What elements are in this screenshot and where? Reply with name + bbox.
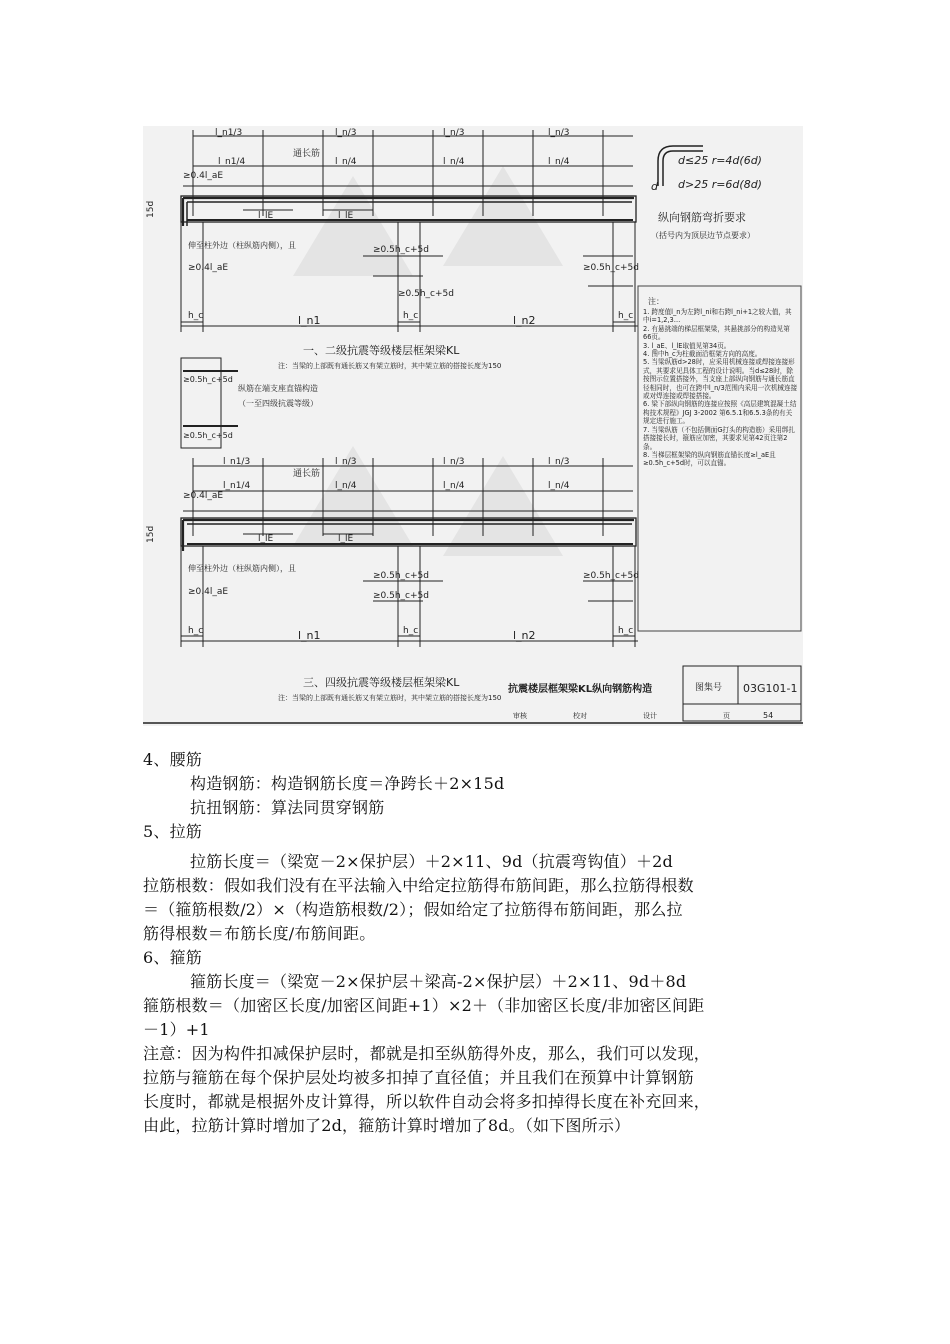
note-line3: 长度时，都就是根据外皮计算得，所以软件自动会将多扣掉得长度在补充回来， [143, 1092, 711, 1111]
label-lle-2: l_lE [338, 211, 354, 221]
sec6-title: 6、箍筋 [143, 948, 202, 967]
sec5-line3: ＝（箍筋根数/2）×（构造筋根数/2）；假如给定了拉筋得布筋间距，那么拉 [143, 900, 683, 919]
titleblock-row-2: 校对 [573, 712, 587, 720]
label-top2-2: l_n/4 [335, 157, 357, 167]
label-top2-4: l_n/4 [548, 157, 570, 167]
rebar-detail-drawing [143, 126, 803, 726]
label-hc-1: h_c [188, 311, 204, 321]
side-label-2: （一至四级抗震等级） [238, 399, 318, 408]
label-05hc5d-1: ≥0.5h_c+5d [373, 245, 429, 255]
bend-sub: （括号内为顶层边节点要求） [651, 231, 755, 240]
note-line4: 由此，拉筋计算时增加了2d，箍筋计算时增加了8d。（如下图所示） [143, 1116, 631, 1135]
note-item-7: 7. 当梁纵筋（不包括侧面G打头的构造筋）采用绑扎搭接接长时，箍筋应加密，其要求见第42页注第2条。 [643, 425, 795, 451]
label-lower-04lae-2: ≥0.4l_aE [188, 587, 229, 597]
label-lower-top2-3: l_n/4 [443, 481, 465, 491]
bend-title: 纵向钢筋弯折要求 [658, 211, 746, 224]
label-top-4: l_n/3 [548, 128, 570, 138]
label-lower-lle-2: l_lE [338, 534, 354, 544]
label-lower-top2-2: l_n/4 [335, 481, 357, 491]
bend-d2: d>25 r=6d(8d) [678, 178, 762, 191]
note-item-6: 6. 梁下部纵向钢筋的连接应按照《高层建筑混凝土结构技术规程》JGJ 3-2002 第6.5.1和6.5.3条的有关规定进行施工。 [643, 400, 797, 426]
titleblock-row-3: 设计 [643, 712, 657, 720]
label-ln2: l_n2 [513, 314, 536, 327]
sec5-line1: 拉筋长度＝（梁宽－2×保护层）＋2×11、9d（抗震弯钩值）＋2d [190, 852, 673, 871]
label-anchor-note: 伸至柱外边（柱纵筋内侧），且 [188, 241, 296, 250]
label-lower-top2-4: l_n/4 [548, 481, 570, 491]
sec5-line4: 筋得根数＝布筋长度/布筋间距。 [143, 924, 376, 943]
label-05hc5d-2: ≥0.5h_c+5d [398, 289, 454, 299]
sec6-line1: 箍筋长度＝（梁宽－2×保护层＋梁高-2×保护层）＋2×11、9d＋8d [190, 972, 687, 991]
label-lower-hc-2: h_c [403, 626, 419, 636]
titleblock-row-1: 审核 [513, 712, 527, 720]
note-item-2: 2. 有悬挑端的梯层框架梁，其悬挑部分的构造见第66页。 [643, 324, 790, 342]
label-top-1: l_n1/3 [215, 128, 243, 138]
notes-title: 注： [648, 297, 664, 306]
drawing-svg [143, 126, 803, 726]
label-ln1: l_n1 [298, 314, 321, 327]
label-lle-1: l_lE [258, 211, 274, 221]
side-05hc5d-1: ≥0.5h_c+5d [183, 375, 233, 384]
bend-d: d [651, 180, 658, 193]
titleblock-row-4: 页 [723, 712, 730, 720]
label-04lae-2: ≥0.4l_aE [188, 263, 229, 273]
side-label-1: 纵筋在端支座直锚构造 [238, 384, 318, 393]
sec4-line1: 构造钢筋：构造钢筋长度＝净跨长＋2×15d [190, 774, 505, 793]
label-lower-hc-3: h_c [618, 626, 634, 636]
label-lower-15d: 15d [146, 525, 156, 543]
label-lower-04lae: ≥0.4l_aE [183, 491, 224, 501]
titleblock-atlas: 03G101-1 [743, 682, 798, 695]
note-item-1: 1. 跨度值l_n为左跨l_ni和右跨l_ni+1之较大值，其中i=1,2,3… [643, 308, 792, 325]
note-lower: 注：当梁的上部既有通长筋又有架立筋时，其中架立筋的搭接长度为150 [278, 694, 502, 702]
sec5-line2: 拉筋根数：假如我们没有在平法输入中给定拉筋得布筋间距，那么拉筋得根数 [143, 876, 694, 895]
title-upper: 一、二级抗震等级楼层框架梁KL [303, 344, 460, 357]
label-lower-hc-1: h_c [188, 626, 204, 636]
titleblock-atlas-label: 图集号 [695, 683, 723, 693]
label-lower-05hc5d-2: ≥0.5h_c+5d [373, 591, 429, 601]
label-through-bar: 通长筋 [293, 149, 321, 159]
title-lower: 三、四级抗震等级楼层框架梁KL [303, 676, 460, 689]
label-lower-top-3: l_n/3 [443, 457, 465, 467]
label-top-3: l_n/3 [443, 128, 465, 138]
note-item-3: 3. l_aE、l_lE取值见第34页。 [643, 341, 731, 350]
label-top2-1: l_n1/4 [218, 157, 246, 167]
label-lower-ln1: l_n1 [298, 629, 321, 642]
sec6-line3: －1）+1 [143, 1020, 210, 1039]
bend-d1: d≤25 r=4d(6d) [678, 154, 762, 167]
label-hc-3: h_c [618, 311, 634, 321]
label-05hc5d-3: ≥0.5h_c+5d [583, 263, 639, 273]
label-lower-through-bar: 通长筋 [293, 469, 321, 479]
note-item-5: 5. 当梁纵筋d>28时，应采用机械连接或焊接连接形式，其要求见具体工程的设计说明。当d≤28时，除按图示位置搭接外，当支座上部纵向钢筋与通长筋直径相同时，也可在跨中l_n/3范围内采用一次机械连接或对焊连接或焊接搭接。 [643, 358, 798, 401]
label-lower-top-1: l_n1/3 [223, 457, 251, 467]
sec5-title: 5、拉筋 [143, 822, 202, 841]
titleblock-title: 抗震楼层框架梁KL纵向钢筋构造 [508, 684, 653, 695]
label-lower-anchor-note: 伸至柱外边（柱纵筋内侧），且 [188, 564, 296, 573]
note-line1: 注意：因为构件扣减保护层时，都就是扣至纵筋得外皮，那么，我们可以发现， [143, 1044, 711, 1063]
sec4-line2: 抗扭钢筋：算法同贯穿钢筋 [190, 798, 385, 817]
label-lower-05hc5d-1: ≥0.5h_c+5d [373, 571, 429, 581]
label-15d: 15d [146, 200, 156, 218]
sec6-line2: 箍筋根数＝（加密区长度/加密区间距+1）×2＋（非加密区长度/非加密区间距 [143, 996, 705, 1015]
label-top2-3: l_n/4 [443, 157, 465, 167]
side-05hc5d-2: ≥0.5h_c+5d [183, 431, 233, 440]
label-top-2: l_n/3 [335, 128, 357, 138]
label-lower-ln2: l_n2 [513, 629, 536, 642]
note-item-8: 8. 当梯层框架梁的纵向钢筋直锚长度≥l_aE且≥0.5h_c+5d时，可以直锚。 [643, 450, 776, 468]
titleblock-page: 54 [763, 711, 774, 720]
label-04lae: ≥0.4l_aE [183, 171, 224, 181]
label-hc-2: h_c [403, 311, 419, 321]
label-lower-top-2: l_n/3 [335, 457, 357, 467]
notes-body [643, 308, 798, 628]
note-line2: 拉筋与箍筋在每个保护层处均被多扣掉了直径值；并且我们在预算中计算钢筋 [143, 1068, 694, 1087]
label-lower-lle-1: l_lE [258, 534, 274, 544]
label-lower-top-4: l_n/3 [548, 457, 570, 467]
label-lower-top2-1: l_n1/4 [223, 481, 251, 491]
note-item-4: 4. 图中h_c为柱截面沿框架方向的高度。 [643, 350, 762, 359]
note-upper: 注：当梁的上部既有通长筋又有架立筋时，其中架立筋的搭接长度为150 [278, 362, 502, 370]
label-lower-05hc5d-3: ≥0.5h_c+5d [583, 571, 639, 581]
sec4-title: 4、腰筋 [143, 750, 202, 769]
